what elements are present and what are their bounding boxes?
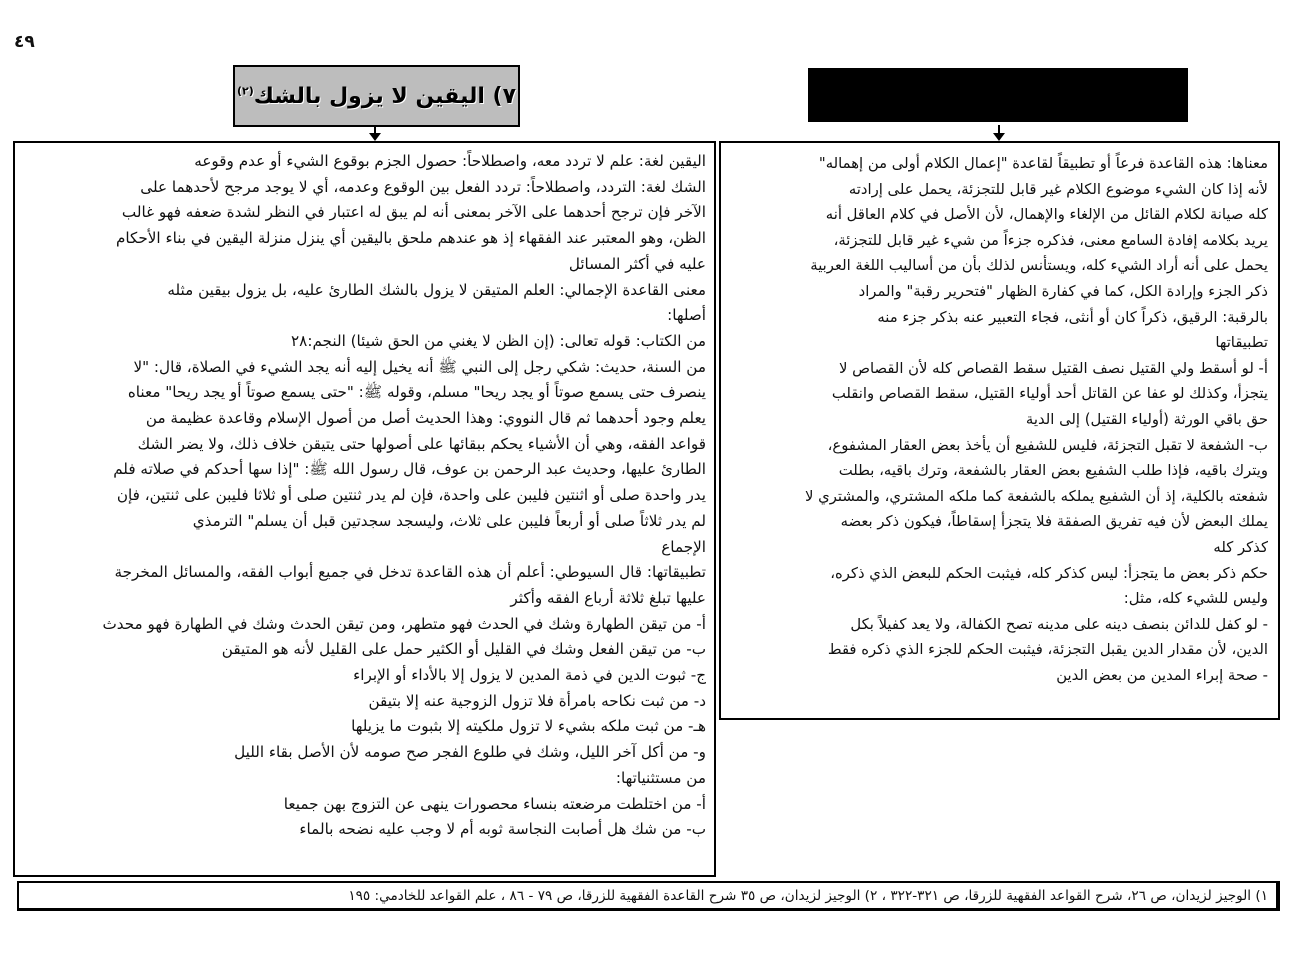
text-line: لم يدر ثلاثاً صلى أو أربعاً فليبن على ثلاث، وليسجد سجدتين قبل أن يسلم" الترمذي [192, 511, 706, 530]
text-line: الطارئ عليها، وحديث عبد الرحمن بن عوف، قال رسول الله ﷺ: "إذا سها أحدكم في صلاته فلم [113, 460, 706, 479]
text-line: الآخر فإن ترجح أحدهما على الآخر بمعنى أنه لم يبق له اعتبار في النظر لشدة ضعفه فهو غالب [121, 203, 706, 222]
rule-title-box [233, 65, 520, 127]
text-line: يملك البعض لأن فيه تفريق الصفقة فلا يتجزأ إسقاطاً، فيكون ذكر بعضه [840, 513, 1268, 531]
text-line: ج- ثبوت الدين في ذمة المدين لا يزول إلا بالأداء أو الإبراء [353, 666, 706, 685]
text-line: أ- من اختلطت مرضعته بنساء محصورات ينهى عن التزوج بهن جميعا [283, 794, 706, 813]
text-line: الشك لغة: التردد، واصطلاحاً: تردد الفعل بين الوقوع وعدمه، أي لا يوجد مرجح لأحدهما على [140, 177, 706, 196]
text-line: تطبيقاتها [1215, 334, 1268, 352]
text-line: - صحة إبراء المدين من بعض الدين [1056, 666, 1268, 684]
text-line: ذكر الجزء وإرادة الكل، كما في كفارة الظهار "فتحرير رقبة" والمراد [858, 282, 1268, 300]
down-arrow-icon [993, 125, 1005, 141]
footnotes: ١) الوجيز لزيدان، ص ٢٦، شرح القواعد الفقهية للزرقا، ص ٣٢١-٣٢٢ ، ٢) الوجيز لزيدان، ص ٣٥ شرح القاعدة الفقهية للزرقا، ص ٧٩ - ٨٦ ، علم القواعد للخادمي: ١٩٥ [17, 881, 1280, 911]
text-line: أ- لو أسقط ولي القتيل نصف القتيل سقط القصاص كله لأن القصاص لا [838, 359, 1268, 377]
right-column-panel [719, 141, 1280, 720]
text-line: ويترك باقيه، فإذا طلب الشفيع بعض العقار بالشفعة، وترك باقيه، بطلت [838, 462, 1268, 480]
text-line: الإجماع [661, 537, 706, 556]
text-line: الدين، لأن مقدار الدين يقبل التجزئة، فيثبت الحكم للجزء الذي ذكره فقط [827, 641, 1268, 659]
text-line: يعلم وجود أحدهما ثم قال النووي: وهذا الحديث أصل من أصول الإسلام وقاعدة عظيمة من [145, 409, 706, 428]
redacted-title-box [808, 68, 1188, 122]
text-line: و- من أكل آخر الليل، وشك في طلوع الفجر صح صومه لأن الأصل بقاء الليل [234, 743, 706, 762]
text-line: ب- من تيقن الفعل وشك في القليل أو الكثير حمل على القليل لأنه هو المتيقن [221, 640, 706, 659]
text-line: أ- من تيقن الطهارة وشك في الحدث فهو متطهر، ومن تيقن الحدث وشك في الطهارة فهو محدث [102, 614, 706, 633]
text-line: يدر واحدة صلى أو اثنتين فليبن على واحدة، فإن لم يدر ثنتين صلى أو ثلاثا فليبن على ثنتين، فإن [116, 486, 706, 505]
title-footnote-mark: (٢) [236, 84, 254, 98]
text-line: من مستثنياتها: [615, 768, 706, 787]
page-number: ٤٩ [14, 32, 35, 52]
text-line: ب- من شك هل أصابت النجاسة ثوبه أم لا وجب عليه نضحه بالماء [299, 820, 706, 839]
text-line: ينصرف حتى يسمع صوتاً أو يجد ريحا" مسلم، وقوله ﷺ: "حتى يسمع صوتاً أو يجد ريحا" معناه [127, 383, 706, 402]
text-line: الظن، وهو المعتبر عند الفقهاء إذ هو عندهم ملحق باليقين أي ينزل منزلة اليقين في بناء الأحكام [115, 229, 706, 248]
down-arrow-icon [369, 125, 381, 141]
text-line: بالرقبة: الرقيق، ذكراً كان أو أنثى، فجاء التعبير عنه بذكر جزء منه [877, 308, 1268, 326]
text-line: ب- الشفعة لا تقبل التجزئة، فليس للشفيع أن يأخذ بعض العقار المشفوع، [827, 436, 1268, 454]
text-line: عليه في أكثر المسائل [568, 254, 706, 273]
text-line: د- من ثبت نكاحه بامرأة فلا تزول الزوجية عنه إلا بتيقن [368, 691, 706, 710]
text-line: أصلها: [667, 306, 706, 325]
text-line: حكم ذكر بعض ما يتجزأ: ليس كذكر كله، فيثبت الحكم للبعض الذي ذكره، [830, 564, 1268, 582]
text-line: شفعته بالكلية، إذ أن الشفيع يملكه بالشفعة كما ملكه المشتري، والمشتري لا [805, 487, 1268, 505]
left-column-panel [13, 141, 716, 877]
text-line: لأنه إذا كان الشيء موضوع الكلام غير قابل للتجزئة، يحمل على إرادته [848, 180, 1268, 198]
rule-title [237, 84, 516, 109]
text-line: من السنة، حديث: شكي رجل إلى النبي ﷺ أنه يخيل إليه أنه يجد الشيء في الصلاة، قال: "لا [133, 357, 706, 376]
text-line: كذكر كله [1213, 538, 1268, 556]
text-line: اليقين لغة: علم لا تردد معه، واصطلاحاً: حصول الجزم بوقوع الشيء أو عدم وقوعه [194, 152, 706, 170]
text-line: هـ- من ثبت ملكه بشيء لا تزول ملكيته إلا بثبوت ما يزيلها [351, 717, 706, 736]
text-line: تطبيقاتها: قال السيوطي: أعلم أن هذه القاعدة تدخل في جميع أبواب الفقه، والمسائل المخرجة [114, 563, 706, 582]
rule-title-text: ٧) اليقين لا يزول بالشك [253, 83, 517, 109]
text-line: وليس للشيء كله، مثل: [1123, 590, 1268, 608]
text-line: من الكتاب: قوله تعالى: (إن الظن لا يغني من الحق شيئا) النجم:٢٨ [291, 331, 706, 350]
text-line: يريد بكلامه إفادة السامع معنى، فذكره جزءاً من شيء غير قابل للتجزئة، [833, 231, 1268, 249]
text-line: قواعد الفقه، وهي أن الأشياء يحكم ببقائها على أصولها حتى يتيقن خلاف ذلك، ولا يضر الشك [137, 434, 706, 453]
text-line: يحمل على أنه أراد الشيء كله، ويستأنس لذلك بأن من أساليب اللغة العربية [810, 257, 1268, 275]
text-line: حق باقي الورثة (أولياء القتيل) إلى الدية [1025, 410, 1268, 428]
text-line: معنى القاعدة الإجمالي: العلم المتيقن لا يزول بالشك الطارئ عليه، بل يزول بيقين مثله [167, 280, 706, 299]
text-line: يتجزأ، وكذلك لو عفا عن القاتل أحد أولياء القتيل، سقط القصاص وانقلب [831, 385, 1268, 403]
text-line: - لو كفل للدائن بنصف دينه على مدينه تصح الكفالة، ولا يعد كفيلاً بكل [850, 615, 1268, 633]
text-line: كله صيانة لكلام القائل من الإلغاء والإهمال، لأن الأصل في كلام العاقل أنه [825, 206, 1268, 224]
text-line: عليها تبلغ ثلاثة أرباع الفقه وأكثر [510, 588, 706, 607]
text-line: معناها: هذه القاعدة فرعاً أو تطبيقاً لقاعدة "إعمال الكلام أولى من إهماله" [818, 155, 1268, 172]
